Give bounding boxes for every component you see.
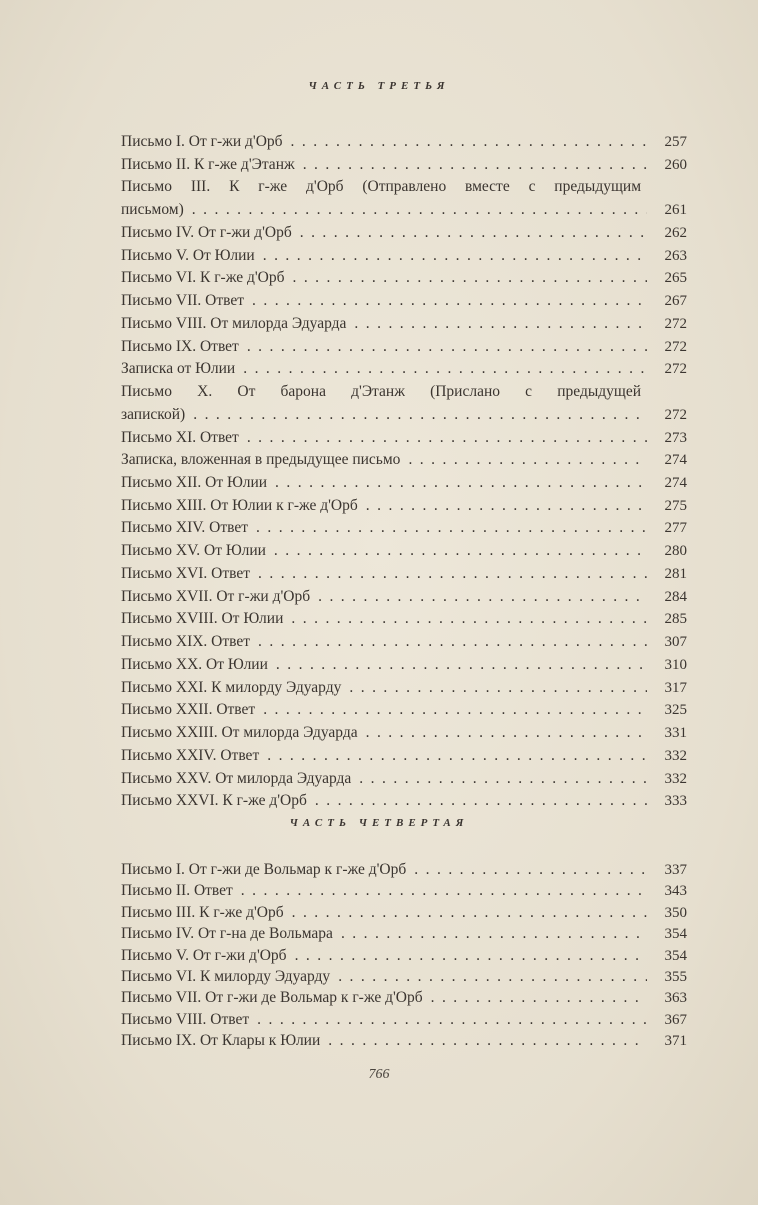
entry-page-number: 367 [664, 1011, 687, 1028]
entry-page-number: 281 [664, 565, 687, 582]
entry-title: Письмо V. От г-жи д'Орб [121, 946, 287, 964]
toc-entry-line [121, 404, 687, 427]
dot-leader [291, 131, 647, 154]
entry-title: Письмо XXV. От милорда Эдуарда [121, 769, 352, 787]
toc-entry [121, 880, 687, 901]
entry-page-number: 273 [664, 429, 687, 446]
toc-entry [121, 427, 687, 450]
entry-page-number: 260 [664, 156, 687, 173]
part-three-heading: ЧАСТЬ ТРЕТЬЯ [308, 80, 450, 92]
entry-title: Письмо VIII. От милорда Эдуарда [121, 314, 347, 332]
dot-leader [341, 923, 647, 944]
part-three-toc [121, 131, 687, 813]
entry-page-number: 332 [664, 747, 687, 764]
toc-entry [121, 631, 687, 654]
dot-leader [258, 631, 647, 654]
dot-leader [292, 902, 647, 923]
entry-page-number: 331 [664, 725, 687, 742]
dot-leader [257, 1009, 647, 1030]
toc-entry [121, 586, 687, 609]
entry-title: Письмо VII. Ответ [121, 292, 244, 310]
entry-page-number: 310 [664, 656, 687, 673]
entry-title: Письмо XIII. От Юлии к г-же д'Орб [121, 496, 358, 514]
entry-title: Письмо XXIV. Ответ [121, 746, 260, 764]
dot-leader [292, 267, 647, 290]
dot-leader [247, 336, 647, 359]
part-four-heading: ЧАСТЬ ЧЕТВЕРТАЯ [289, 817, 469, 829]
entry-title: Письмо XXII. Ответ [121, 701, 256, 719]
entry-page-number: 285 [664, 611, 687, 628]
dot-leader [267, 745, 647, 768]
entry-title: Письмо XVII. От г-жи д'Орб [121, 587, 311, 605]
toc-entry [121, 966, 687, 987]
dot-leader [243, 358, 647, 381]
dot-leader [192, 199, 647, 222]
entry-page-number: 350 [664, 904, 687, 921]
entry-title: Письмо XI. Ответ [121, 428, 239, 446]
entry-title: Письмо XXI. К милорду Эдуарду [121, 678, 342, 696]
toc-entry [121, 449, 687, 472]
dot-leader [318, 586, 647, 609]
entry-title: Письмо XV. От Юлии [121, 542, 266, 560]
toc-entry [121, 1009, 687, 1030]
entry-title: Письмо IX. От Клары к Юлии [121, 1032, 321, 1050]
entry-page-number: 317 [664, 679, 687, 696]
toc-entry [121, 131, 687, 154]
toc-entry [121, 1030, 687, 1051]
entry-title: Письмо V. От Юлии [121, 246, 255, 264]
entry-page-number: 363 [664, 990, 687, 1007]
toc-entry-line [121, 176, 687, 199]
entry-page-number: 267 [664, 293, 687, 310]
toc-entry [121, 677, 687, 700]
entry-page-number: 307 [664, 634, 687, 651]
entry-page-number: 371 [664, 1033, 687, 1050]
dot-leader [303, 154, 647, 177]
toc-entry [121, 540, 687, 563]
entry-title: Записка от Юлии [121, 360, 236, 378]
entry-title: Письмо XXVI. К г-же д'Орб [121, 792, 307, 810]
entry-title: Письмо I. От г-жи де Вольмар к г-же д'Орб [121, 861, 407, 878]
page-number: 766 [368, 1067, 390, 1082]
toc-entry [121, 859, 687, 880]
entry-title-continuation: письмом) [121, 201, 184, 219]
toc-entry [121, 745, 687, 768]
dot-leader [366, 722, 647, 745]
entry-page-number: 277 [664, 520, 687, 537]
entry-title: Письмо VIII. Ответ [121, 1010, 250, 1028]
toc-entry [121, 722, 687, 745]
toc-entry-line [121, 199, 687, 222]
entry-title: Письмо XVIII. От Юлии [121, 610, 284, 628]
entry-title: Записка, вложенная в предыдущее письмо [121, 451, 401, 469]
toc-entry [121, 336, 687, 359]
toc-entry [121, 472, 687, 495]
dot-leader [315, 790, 647, 813]
entry-page-number: 354 [664, 926, 687, 943]
dot-leader [366, 495, 647, 518]
toc-entry [121, 699, 687, 722]
toc-entry [121, 608, 687, 631]
toc-entry [121, 923, 687, 944]
dot-leader [408, 449, 647, 472]
dot-leader [258, 563, 647, 586]
entry-page-number: 275 [664, 497, 687, 514]
toc-entry [121, 768, 687, 791]
entry-title: Письмо VII. От г-жи де Вольмар к г-же д'Орб [121, 989, 423, 1007]
entry-page-number: 337 [664, 862, 687, 878]
entry-title: Письмо XII. От Юлии [121, 474, 268, 492]
entry-page-number: 280 [664, 543, 687, 560]
dot-leader [263, 699, 647, 722]
entry-page-number: 274 [664, 475, 687, 492]
dot-leader [291, 608, 647, 631]
toc-entry-line [121, 381, 687, 404]
toc-entry [121, 245, 687, 268]
toc-entry [121, 987, 687, 1008]
toc-entry [121, 222, 687, 245]
entry-title: Письмо VI. К милорду Эдуарду [121, 967, 331, 985]
entry-page-number: 265 [664, 270, 687, 287]
dot-leader [349, 677, 647, 700]
entry-page-number: 354 [664, 947, 687, 964]
dot-leader [274, 540, 647, 563]
entry-title: Письмо XIV. Ответ [121, 519, 249, 537]
entry-page-number: 272 [664, 315, 687, 332]
entry-page-number: 325 [664, 702, 687, 719]
dot-leader [338, 966, 647, 987]
dot-leader [256, 517, 647, 540]
entry-title: Письмо XVI. Ответ [121, 564, 251, 582]
toc-entry [121, 790, 687, 813]
dot-leader [359, 768, 647, 791]
entry-page-number: 272 [664, 406, 687, 423]
toc-entry [121, 945, 687, 966]
dot-leader [252, 290, 647, 313]
entry-title: Письмо II. К г-же д'Этанж [121, 155, 295, 173]
dot-leader [414, 859, 647, 880]
dot-leader [276, 654, 647, 677]
entry-page-number: 263 [664, 247, 687, 264]
toc-entry [121, 654, 687, 677]
entry-title: Письмо III. К г-же д'Орб [121, 903, 284, 921]
entry-page-number: 343 [664, 883, 687, 900]
entry-title: Письмо I. От г-жи д'Орб [121, 133, 283, 150]
dot-leader [300, 222, 647, 245]
entry-title: Письмо IX. Ответ [121, 337, 239, 355]
dot-leader [295, 945, 647, 966]
toc-entry [121, 267, 687, 290]
toc-entry [121, 563, 687, 586]
entry-title: Письмо XX. От Юлии [121, 655, 268, 673]
part-four-toc [121, 859, 687, 1052]
entry-title: Письмо II. Ответ [121, 882, 233, 900]
entry-page-number: 333 [664, 793, 687, 810]
toc-entry [121, 154, 687, 177]
entry-page-number: 262 [664, 224, 687, 241]
dot-leader [193, 404, 647, 427]
dot-leader [263, 245, 647, 268]
entry-title: Письмо XXIII. От милорда Эдуарда [121, 724, 358, 742]
toc-entry [121, 358, 687, 381]
entry-title: Письмо X. От барона д'Этанж (Прислано с предыдущей [121, 383, 641, 401]
entry-page-number: 332 [664, 770, 687, 787]
dot-leader [354, 313, 647, 336]
entry-title: Письмо III. К г-же д'Орб (Отправлено вместе с предыдущим [121, 178, 641, 196]
dot-leader [241, 880, 647, 901]
entry-title: Письмо IV. От г-на де Вольмара [121, 925, 333, 943]
entry-page-number: 274 [664, 452, 687, 469]
toc-entry [121, 290, 687, 313]
toc-entry [121, 902, 687, 923]
entry-page-number: 257 [664, 134, 687, 150]
entry-page-number: 284 [664, 588, 687, 605]
toc-entry [121, 517, 687, 540]
dot-leader [328, 1030, 647, 1051]
entry-title: Письмо XIX. Ответ [121, 633, 251, 651]
dot-leader [431, 987, 647, 1008]
entry-page-number: 261 [664, 202, 687, 219]
toc-entry [121, 495, 687, 518]
dot-leader [247, 427, 647, 450]
entry-page-number: 355 [664, 968, 687, 985]
entry-page-number: 272 [664, 338, 687, 355]
entry-page-number: 272 [664, 361, 687, 378]
dot-leader [275, 472, 647, 495]
entry-title: Письмо VI. К г-же д'Орб [121, 269, 285, 287]
entry-title-continuation: запиской) [121, 405, 186, 423]
toc-entry [121, 313, 687, 336]
entry-title: Письмо IV. От г-жи д'Орб [121, 223, 292, 241]
